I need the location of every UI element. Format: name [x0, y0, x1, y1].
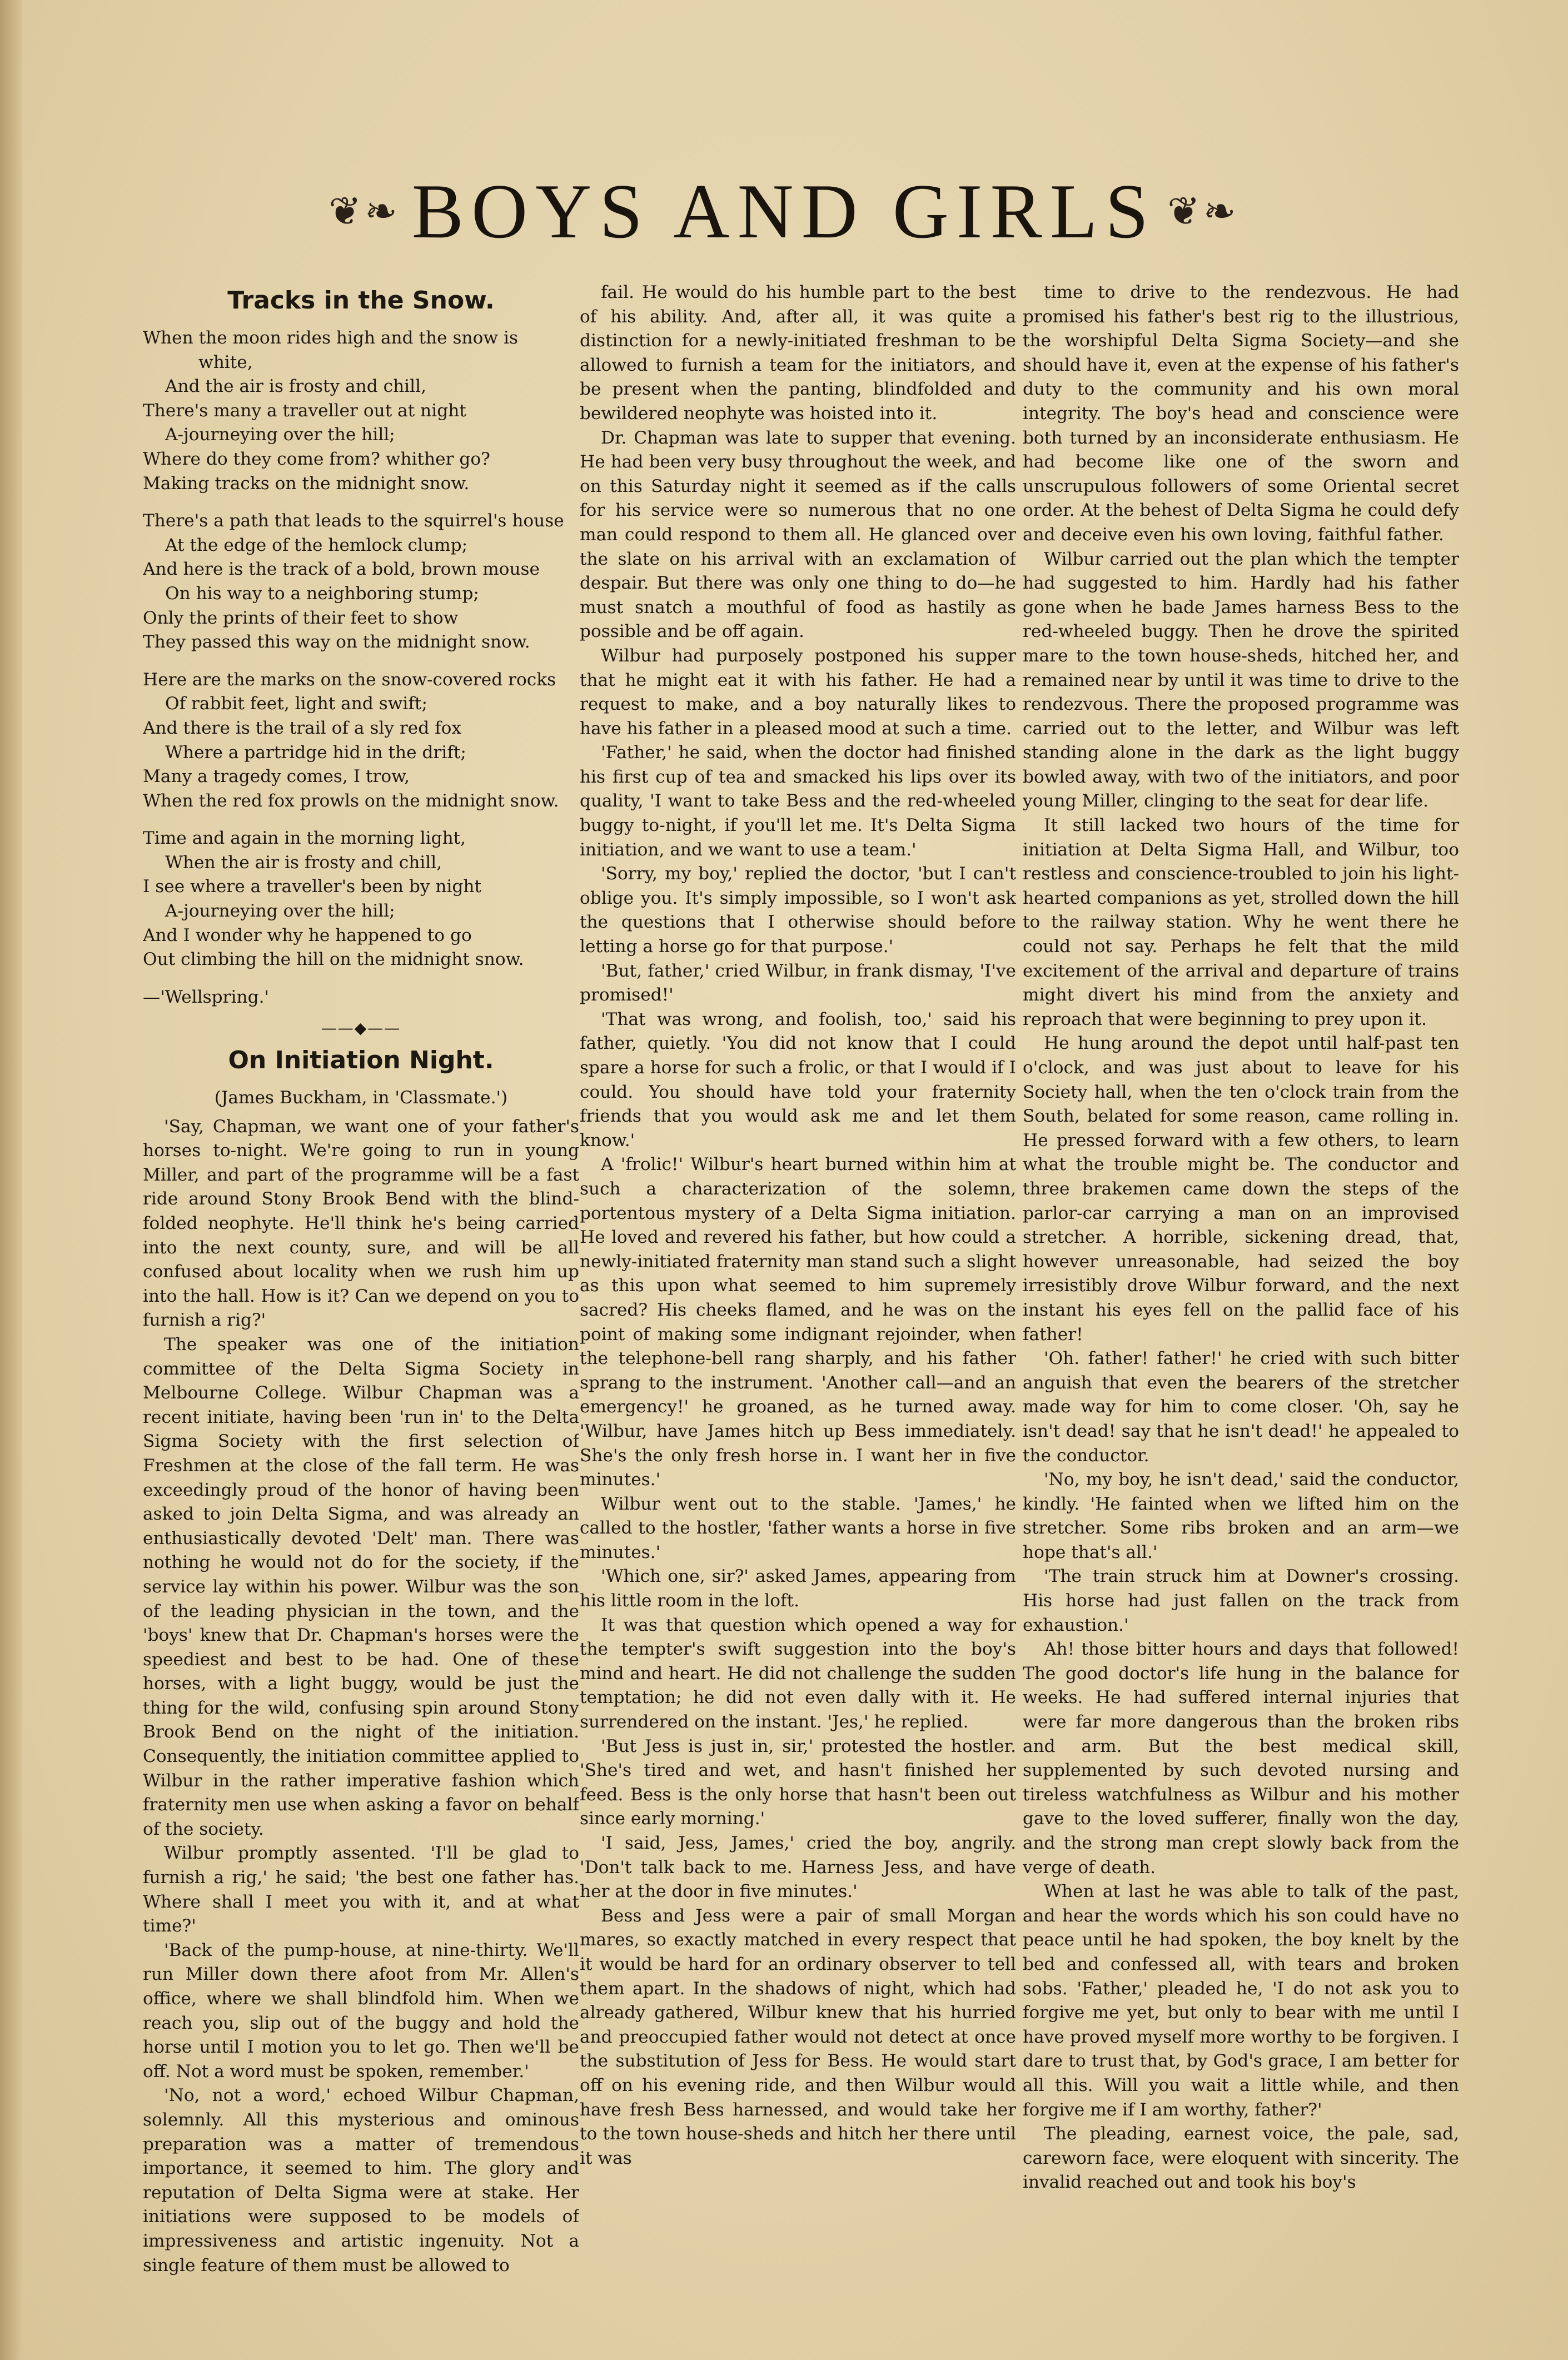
ornament-left-icon: ❦❧ [328, 188, 401, 234]
poem-line: And here is the track of a bold, brown mouse [143, 559, 540, 580]
poem-line: A-journeying over the hill; [165, 425, 395, 445]
poem-line: And I wonder why he happened to go [143, 925, 472, 945]
story-paragraph: 'Which one, sir?' asked James, appearing from his little room in the loft. [580, 1566, 1016, 1611]
column-2 [580, 281, 1016, 2282]
poem-line: At the edge of the hemlock clump; [165, 535, 468, 555]
story-paragraph: It still lacked two hours of the time for initiation at Delta Sigma Hall, and Wilbur, too restless and conscience-troubled to join his light-hearted companions as yet, strolled down the hill to the railway station. Why he went there he could not say. Perhaps he felt that the mild excitement of the arrival and departure of trains might divert his mind from the anxiety and reproach that were beginning to prey upon it. [1023, 815, 1459, 1029]
story-paragraph: He hung around the depot until half-past ten o'clock, and was just about to leave for his Society hall, when the ten o'clock train from the South, belated for some reason, came rolling in. He pressed forward with a few others, to learn what the trouble might be. The conductor and three brakemen came down the steps of the parlor-car carrying a man on an improvised stretcher. A horrible, sickening dread, that, however unreasonable, had seized the boy irresistibly drove Wilbur forward, and the next instant his eyes fell on the pallid face of his father! [1023, 1033, 1459, 1345]
story-paragraph: Wilbur carried out the plan which the tempter had suggested to him. Hardly had his father gone when he bade James harness Bess to the red-wheeled buggy. Then he drove the spirited mare to the town house-sheds, hitched her, and remained near by until it was time to drive to the rendezvous. There the proposed programme was carried out to the letter, and Wilbur was left standing alone in the dark as the light buggy bowled away, with two of the initiators, and poor young Miller, clinging to the seat for dear life. [1023, 549, 1459, 811]
story-byline: (James Buckham, in 'Classmate.') [214, 1088, 508, 1108]
poem-source: —'Wellspring.' [143, 987, 270, 1007]
poem-line: Out climbing the hill on the midnight snow. [143, 949, 524, 970]
story-paragraph: 'I said, Jess, James,' cried the boy, angrily. 'Don't talk back to me. Harness Jess, and have her at the door in five minutes.' [580, 1833, 1016, 1902]
story-paragraph: Bess and Jess were a pair of small Morgan mares, so exactly matched in every respect that it would be hard for an ordinary observer to tell them apart. In the shadows of night, which had already gathered, Wilbur knew that his hurried and preoccupied father would not detect at once the substitution of Jess for Bess. He would start off on his evening ride, and then Wilbur would have fresh Bess harnessed, and would take her to the town house-sheds and hitch her there until it was [580, 1905, 1016, 2168]
poem-stanza [143, 509, 579, 655]
story-paragraph: The speaker was one of the initiation committee of the Delta Sigma Society in Melbourne College. Wilbur Chapman was a recent initiate, having been 'run in' to the Delta Sigma Society with the first selection of Freshmen at the close of the fall term. He was exceedingly proud of the honor of having been asked to join Delta Sigma, and was already an enthusiastically devoted 'Delt' man. There was nothing he would not do for the society, if the service lay within his power. Wilbur was the son of the leading physician in the town, and the 'boys' knew that Dr. Chapman's horses were the speediest and best to be had. One of these horses, with a light buggy, would be just the thing for the wild, confusing spin around Stony Brook Bend on the night of the initiation. Consequently, the initiation committee applied to Wilbur in the rather imperative fashion which fraternity men use when asking a favor on behalf of the society. [143, 1334, 579, 1839]
poem-line: Making tracks on the midnight snow. [143, 473, 470, 494]
column-3 [1023, 281, 1459, 2282]
story-paragraph: time to drive to the rendezvous. He had promised his father's best rig to the illustrious, the worshipful Delta Sigma Society—and she should have it, even at the expense of his father's duty to the community and his own moral integrity. The boy's head and conscience were both turned by an inconsiderate enthusiasm. He had become like one of the sworn and unscrupulous followers of some Oriental secret order. At the behest of Delta Sigma he could defy and deceive even his own loving, faithful father. [1023, 282, 1459, 545]
story-paragraph: 'No, not a word,' echoed Wilbur Chapman, solemnly. All this mysterious and ominous preparation was a matter of tremendous importance, it seemed to him. The glory and reputation of Delta Sigma were at stake. Her initiations were supposed to be models of impressiveness and artistic ingenuity. Not a single feature of them must be allowed to [143, 2085, 579, 2276]
divider-rule: ——◆—— [321, 1019, 401, 1038]
poem-stanza [143, 326, 579, 496]
story-title: On Initiation Night. [228, 1046, 494, 1075]
story-paragraph: Wilbur had purposely postponed his supper that he might eat it with his father. He had a request to make, and a boy naturally likes to have his father in a pleased mood at such a time. [580, 645, 1016, 739]
story-paragraph: When at last he was able to talk of the past, and hear the words which his son could have no peace until he had spoken, the boy knelt by the bed and confessed all, with tears and broken sobs. 'Father,' pleaded he, 'I do not ask you to forgive me yet, but only to bear with me until I have proved myself more worthy to be forgiven. I dare to trust that, by God's grace, I am better for all this. Will you wait a little while, and then forgive me if I am worthy, father?' [1023, 1881, 1459, 2120]
story-paragraph: 'The train struck him at Downer's crossing. His horse had just fallen on the track from exhaustion.' [1023, 1566, 1459, 1635]
story-paragraph: 'Father,' he said, when the doctor had finished his first cup of tea and smacked his lips over its quality, 'I want to take Bess and the red-wheeled buggy to-night, if you'll let me. It's Delta Sigma initiation, and we want to use a team.' [580, 743, 1016, 860]
poem-stanza [143, 827, 579, 972]
poem-line: They passed this way on the midnight snow. [143, 632, 530, 653]
poem-line: And there is the trail of a sly red fox [143, 718, 462, 738]
story-paragraph: A 'frolic!' Wilbur's heart burned within him at such a characterization of the solemn, portentous mystery of a Delta Sigma initiation. He loved and revered his father, but how could a newly-initiated fraternity man stand such a slight as this upon what seemed to him supremely sacred? His cheeks flamed, and he was on the point of making some indignant rejoinder, when the telephone-bell rang sharply, and his father sprang to the instrument. 'Another call—and an emergency!' he groaned, as he turned away. 'Wilbur, have James hitch up Bess immediately. She's the only fresh horse in. I want her in five minutes.' [580, 1154, 1016, 1490]
poem-line: On his way to a neighboring stump; [165, 583, 479, 604]
story-paragraph: 'Oh. father! father!' he cried with such bitter anguish that even the bearers of the stretcher made way for him to come closer. 'Oh, say he isn't dead! say that he isn't dead!' he appealed to the conductor. [1023, 1348, 1459, 1466]
poem-line: A-journeying over the hill; [165, 901, 395, 922]
story-paragraph: 'Say, Chapman, we want one of your father's horses to-night. We're going to run in young Miller, and part of the programme will be a fast ride around Stony Brook Bend with the blind-folded neophyte. He'll think he's being carried into the next county, sure, and will be all confused about locality when we rush him up into the hall. How is it? Can we depend on you to furnish a rig?' [143, 1116, 579, 1331]
poem-line: Where do they come from? whither go? [143, 449, 490, 469]
poem-line: I see where a traveller's been by night [143, 877, 482, 897]
story-body-part-2 [580, 281, 1016, 2170]
story-paragraph: It was that question which opened a way for the tempter's swift suggestion into the boy's mind and heart. He did not challenge the sudden temptation; he did not even dally with it. He surrendered on the instant. 'Jes,' he replied. [580, 1615, 1016, 1732]
poem-body [143, 326, 579, 1009]
poem-line: When the red fox prowls on the midnight snow. [143, 790, 559, 811]
story-paragraph: Wilbur went out to the stable. 'James,' he called to the hostler, 'father wants a horse in five minutes.' [580, 1493, 1016, 1562]
poem-line: Of rabbit feet, light and swift; [165, 694, 427, 714]
poem-line: When the air is frosty and chill, [165, 852, 442, 873]
poem-line: Here are the marks on the snow-covered rocks [143, 669, 556, 690]
story-paragraph: Dr. Chapman was late to supper that evening. He had been very busy throughout the week, and on this Saturday night it seemed as if the calls for his service were so numerous that no one man could respond to them all. He glanced over the slate on his arrival with an exclamation of despair. But there was only one thing to do—he must snatch a mouthful of food as hastily as possible and be off again. [580, 427, 1016, 642]
poem-line: white, [198, 352, 253, 372]
poem-title: Tracks in the Snow. [227, 286, 495, 315]
story-paragraph: Wilbur promptly assented. 'I'll be glad to furnish a rig,' he said; 'the best one father has. Where shall I meet you with it, and at what time?' [143, 1843, 579, 1936]
poem-line: Time and again in the morning light, [143, 828, 466, 849]
section-masthead [0, 167, 1568, 256]
poem-line: Where a partridge hid in the drift; [165, 742, 466, 763]
story-paragraph: 'No, my boy, he isn't dead,' said the conductor, kindly. 'He fainted when we lifted him on the stretcher. Some ribs broken and an arm—we hope that's all.' [1023, 1470, 1459, 1562]
story-paragraph: Ah! those bitter hours and days that followed! The good doctor's life hung in the balance for weeks. He had suffered internal injuries that were far more dangerous than the broken ribs and arm. But the best medical skill, supplemented by such devoted nursing and tireless watchfulness as Wilbur and his mother gave to the loved sufferer, finally won the day, and the strong man crept slowly back from the verge of death. [1023, 1639, 1459, 1878]
story-body-part-1 [143, 1115, 579, 2278]
story-paragraph: 'Sorry, my boy,' replied the doctor, 'but I can't oblige you. It's simply impossible, so I won't ask the questions that I otherwise should before letting a horse go for that purpose.' [580, 864, 1016, 957]
page-binding-shadow [0, 0, 22, 2360]
poem-line: There's a path that leads to the squirrel's house [143, 511, 564, 531]
story-paragraph: 'That was wrong, and foolish, too,' said his father, quietly. 'You did not know that I could spare a horse for such a frolic, or that I would if I could. You should have told your fraternity friends that you would ask me and let them know.' [580, 1009, 1016, 1151]
column-1 [143, 281, 579, 2282]
poem-line: Many a tragedy comes, I trow, [143, 766, 410, 787]
poem-stanza [143, 668, 579, 814]
story-paragraph: 'Back of the pump-house, at nine-thirty. We'll run Miller down there afoot from Mr. Allen's office, where we shall blindfold him. When we reach you, slip out of the buggy and hold the horse until I motion you to let go. Then we'll be off. Not a word must be spoken, remember.' [143, 1940, 579, 2082]
poem-line: And the air is frosty and chill, [165, 376, 427, 397]
story-paragraph: The pleading, earnest voice, the pale, sad, careworn face, were eloquent with sincerity. The invalid reached out and took his boy's [1023, 2124, 1459, 2193]
poem-line: There's many a traveller out at night [143, 400, 466, 421]
section-title: BOYS AND GIRLS [411, 168, 1157, 255]
poem-line: Only the prints of their feet to show [143, 608, 459, 628]
ornament-right-icon: ❦❧ [1167, 188, 1240, 234]
story-body-part-3 [1023, 281, 1459, 2195]
story-paragraph: fail. He would do his humble part to the best of his ability. And, after all, it was quite a distinction for a newly-initiated freshman to be allowed to furnish a team for the initiators, and be present when the panting, blindfolded and bewildered neophyte was hoisted into it. [580, 282, 1016, 424]
story-paragraph: 'But Jess is just in, sir,' protested the hostler. 'She's tired and wet, and hasn't finished her feed. Bess is the only horse that hasn't been out since early morning.' [580, 1736, 1016, 1829]
story-paragraph: 'But, father,' cried Wilbur, in frank dismay, 'I've promised!' [580, 960, 1016, 1005]
poem-line: When the moon rides high and the snow is [143, 328, 518, 348]
